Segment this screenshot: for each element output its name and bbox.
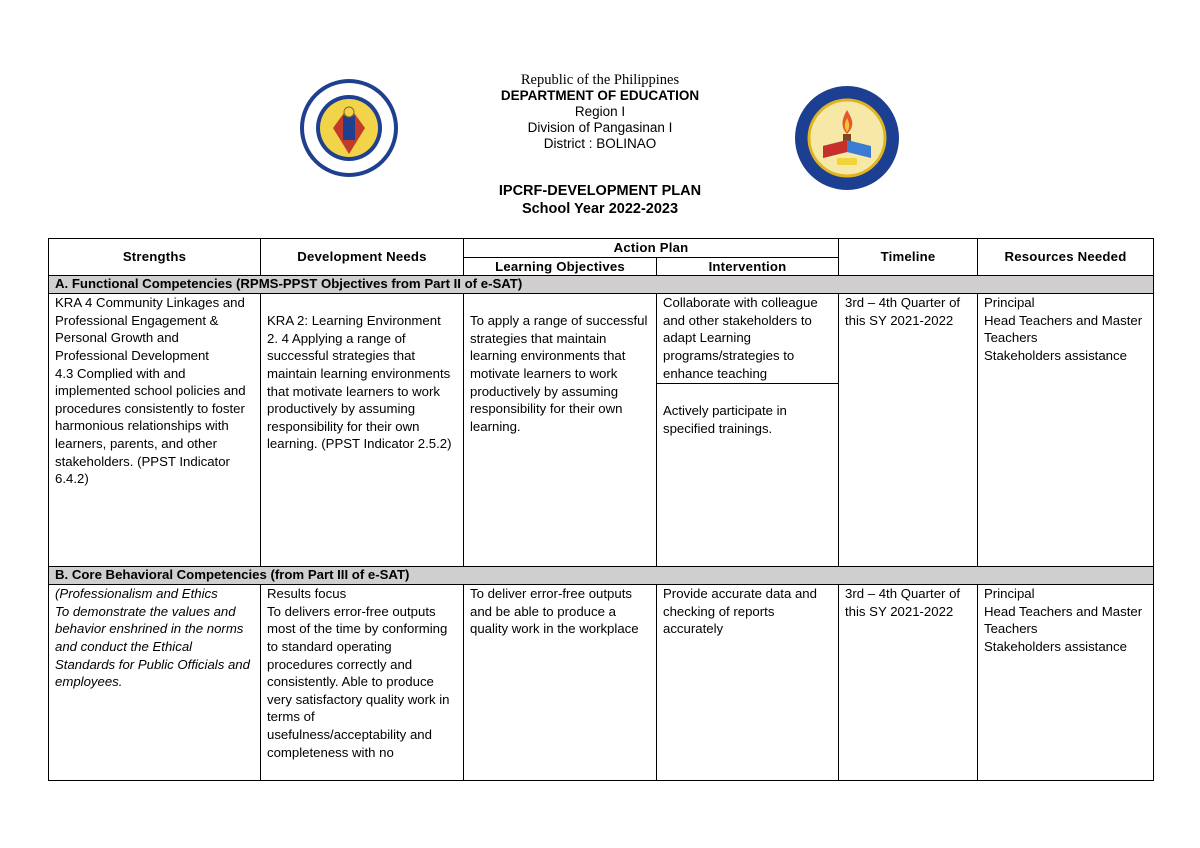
republic-line: Republic of the Philippines bbox=[520, 72, 680, 88]
sdo-pangasinan-seal-logo bbox=[793, 84, 901, 192]
section-b-development-needs: Results focus To delivers error-free outputs most of the time by conforming to standard operating procedures correctly and consistently. Able to produce very satisfactory quality work in terms of usefulness/acceptability and completeness with no bbox=[261, 585, 464, 781]
section-b-resources: Principal Head Teachers and Master Teachers Stakeholders assistance bbox=[978, 585, 1154, 781]
header-row-1 bbox=[49, 239, 1154, 258]
section-b-learning-objectives: To deliver error-free outputs and be able to produce a quality work in the workplace bbox=[464, 585, 657, 781]
plan-title: IPCRF-DEVELOPMENT PLAN bbox=[498, 183, 702, 199]
intervention-trainings: Actively participate in specified trainings. bbox=[663, 403, 787, 436]
col-header-development-needs: Development Needs bbox=[261, 239, 464, 276]
region-line: Region I bbox=[574, 104, 626, 119]
section-a-strengths: KRA 4 Community Linkages and Professional Engagement & Personal Growth and Professional Development 4.3 Complied with and implemented school policies and procedures consistently to foster harmonious relationships with learners, parents, and other stakeholders. (PPST Indicator 6.4.2) bbox=[49, 294, 261, 567]
section-a-development-needs: KRA 2: Learning Environment 2. 4 Applying a range of successful strategies that maintain learning environments that motivate learners to work productively by assuming responsibility for their own learning. (PPST Indicator 2.5.2) bbox=[261, 294, 464, 567]
section-a-title: A. Functional Competencies (RPMS-PPST Objectives from Part II of e-SAT) bbox=[49, 276, 1154, 294]
section-a-learning-objectives: To apply a range of successful strategies that maintain learning environments that motivate learners to work productively by assuming responsibility for their own learning. bbox=[464, 294, 657, 567]
section-b-strengths: (Professionalism and Ethics To demonstrate the values and behavior enshrined in the norms and conduct the Ethical Standards for Public Officials and employees. bbox=[49, 585, 261, 781]
col-header-learning-objectives: Learning Objectives bbox=[464, 257, 657, 276]
deped-seal-logo bbox=[293, 76, 403, 180]
col-header-action-plan: Action Plan bbox=[464, 239, 839, 258]
col-header-resources: Resources Needed bbox=[978, 239, 1154, 276]
intervention-collaborate: Collaborate with colleague and other stakeholders to adapt Learning programs/strategies to enhance teaching bbox=[657, 294, 838, 384]
col-header-intervention: Intervention bbox=[657, 257, 839, 276]
letterhead bbox=[450, 72, 750, 152]
section-a-intervention bbox=[657, 294, 839, 567]
department-line: DEPARTMENT OF EDUCATION bbox=[500, 88, 700, 103]
section-a-resources: Principal Head Teachers and Master Teachers Stakeholders assistance bbox=[978, 294, 1154, 567]
col-header-timeline: Timeline bbox=[839, 239, 978, 276]
col-header-strengths: Strengths bbox=[49, 239, 261, 276]
division-line: Division of Pangasinan I bbox=[527, 120, 673, 135]
section-a-row bbox=[49, 276, 1154, 294]
section-b-timeline: 3rd – 4th Quarter of this SY 2021-2022 bbox=[839, 585, 978, 781]
section-a-timeline: 3rd – 4th Quarter of this SY 2021-2022 bbox=[839, 294, 978, 567]
section-b-row bbox=[49, 567, 1154, 585]
district-line: District : BOLINAO bbox=[543, 136, 657, 151]
section-b-intervention: Provide accurate data and checking of reports accurately bbox=[657, 585, 839, 781]
section-b-title: B. Core Behavioral Competencies (from Part III of e-SAT) bbox=[49, 567, 1154, 585]
development-plan-table bbox=[48, 238, 1154, 781]
section-a-content-row bbox=[49, 294, 1154, 567]
school-year: School Year 2022-2023 bbox=[521, 201, 679, 217]
document-title bbox=[400, 182, 800, 218]
section-b-content-row bbox=[49, 585, 1154, 781]
